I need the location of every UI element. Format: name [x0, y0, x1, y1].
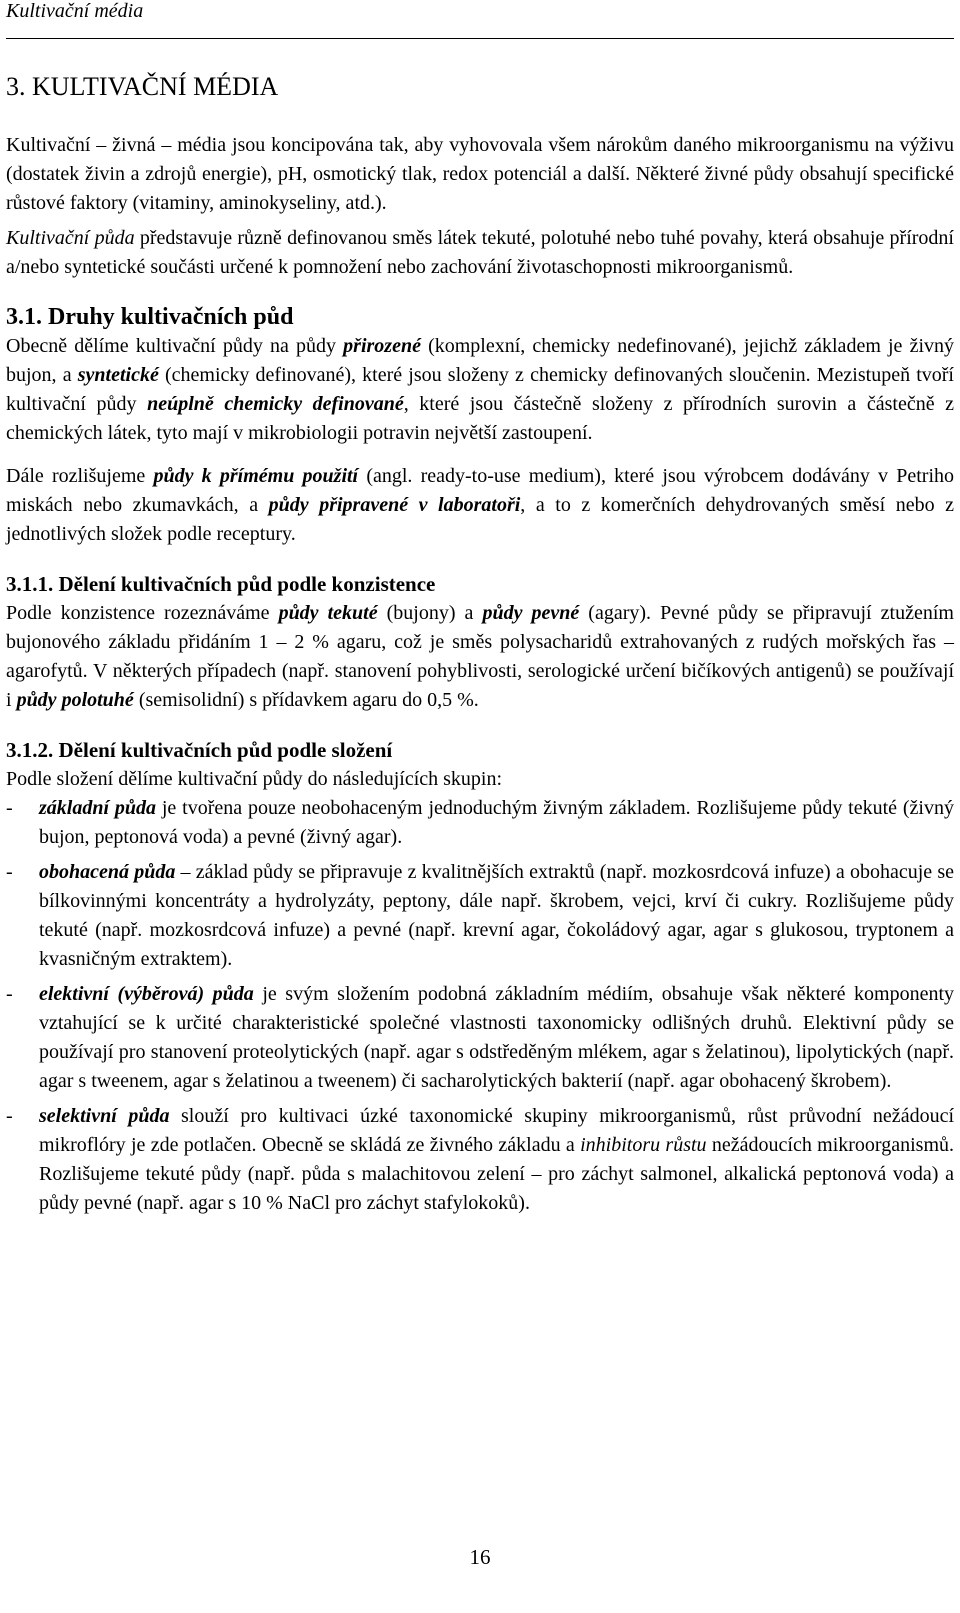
list-item-term: základní půda [39, 797, 156, 819]
list-item-term: elektivní (výběrová) půda [39, 983, 254, 1005]
running-head: Kultivační média [6, 0, 144, 22]
list-item-text: – základ půdy se připravuje z kvalitnějších extraktů (např. mozkosrdcová infuze) a obohacuje se bílkovinnými koncentráty a hydrolyzáty, peptony, dále např. škrobem, vejci, krví či cukry. Rozlišujeme půdy tekuté (např. mozkosrdcová infuze) a pevné (např. krevní agar, čokoládový agar, agar s glukosou, tryptonem a kvasničným extraktem). [39, 861, 954, 970]
section-heading-3-1: 3.1. Druhy kultivačních půd [6, 304, 294, 330]
section-3-1-paragraph-1: Obecně dělíme kultivační půdy na půdy přirozené (komplexní, chemicky nedefinované), jejichž základem je živný bujon, a syntetické (chemicky definované), které jsou složeny z chemicky definovaných sloučenin. Mezistupeň tvoří kultivační půdy neúplně chemicky definované, které jsou částečně složeny z přírodních surovin a částečně z chemických látek, tyto mají v mikrobiologii potravin největší zastoupení. [6, 335, 955, 444]
list-item [6, 980, 954, 1096]
page-content [6, 70, 954, 1224]
media-type-list [6, 794, 954, 1218]
section-3-1-1-paragraph: Podle konzistence rozeznáváme půdy tekuté (bujony) a půdy pevné (agary). Pevné půdy se připravují ztužením bujonového základu přidáním 1 – 2 % agaru, což je směs polysacharidů extrahovaných z rudých mořských řas – agarofytů. V některých případech (např. stanovení pohyblivosti, serologické určení bičíkových antigenů) se používají i půdy polotuhé (semisolidní) s přídavkem agaru do 0,5 %. [6, 602, 954, 711]
section-heading-3-1-1: 3.1.1. Dělení kultivačních půd podle konzistence [6, 572, 436, 596]
list-item-text: je svým složením podobná základním médiím, obsahuje však některé komponenty vztahující se k určité charakteristické společné vlastnosti taxonomicky odlišných druhů. Elektivní půdy se používají pro stanovení proteolytických (např. agar s odstředěným mlékem, agar s želatinou), lipolytických (např. agar s tweenem, agar s želatinou a tweenem) či sacharolytických bakterií (např. agar obohacený škrobem). [39, 983, 955, 1092]
dash-bullet: - [6, 861, 13, 883]
list-item [6, 1102, 954, 1218]
definition-term: Kultivační půda [6, 227, 135, 249]
section-heading-3-1-2: 3.1.2. Dělení kultivačních půd podle složení [6, 738, 393, 762]
header-rule [6, 38, 954, 39]
list-item-term: obohacená půda [39, 861, 176, 883]
chapter-title: 3. KULTIVAČNÍ MÉDIA [6, 72, 279, 101]
section-3-1-2-lead: Podle složení dělíme kultivační půdy do následujících skupin: [6, 768, 503, 790]
dash-bullet: - [6, 1105, 13, 1127]
definition-paragraph [6, 224, 954, 282]
section-3-1-paragraph-2: Dále rozlišujeme půdy k přímému použití (angl. ready-to-use medium), které jsou výrobcem dodávány v Petriho miskách nebo zkumavkách, a půdy připravené v laboratoři, a to z komerčních dehydrovaných směsí nebo z jednotlivých složek podle receptury. [6, 465, 954, 545]
dash-bullet: - [6, 983, 13, 1005]
intro-paragraph: Kultivační – živná – média jsou koncipována tak, aby vyhovovala všem nárokům daného mikroorganismu na výživu (dostatek živin a zdrojů energie), pH, osmotický tlak, redox potenciál a další. Některé živné půdy obsahují specifické růstové faktory (vitaminy, aminokyseliny, atd.). [6, 134, 954, 214]
list-item-text: slouží pro kultivaci úzké taxonomické skupiny mikroorganismů, růst průvodní nežádoucí mikroflóry je zde potlačen. Obecně se skládá ze živného základu a [39, 1105, 954, 1156]
page-number: 16 [469, 1545, 491, 1569]
list-item-text: je tvořena pouze neobohaceným jednoduchým živným základem. Rozlišujeme půdy tekuté (živný bujon, peptonová voda) a pevné (živný agar). [39, 797, 954, 848]
list-item-text: nežádoucích mikroorganismů. Rozlišujeme tekuté půdy (např. půda s malachitovou zelení – pro záchyt salmonel, alkalická peptonová voda) a půdy pevné (např. agar s 10 % NaCl pro záchyt stafylokoků). [39, 1134, 954, 1214]
list-item-term: selektivní půda [39, 1105, 170, 1127]
list-item [6, 794, 954, 852]
list-item [6, 858, 954, 974]
list-item-emphasis: inhibitoru růstu [580, 1134, 707, 1156]
definition-text: představuje různě definovanou směs látek tekuté, polotuhé nebo tuhé povahy, která obsahuje přírodní a/nebo syntetické součásti určené k pomnožení nebo zachování životaschopnosti mikroorganismů. [6, 227, 954, 278]
dash-bullet: - [6, 797, 13, 819]
